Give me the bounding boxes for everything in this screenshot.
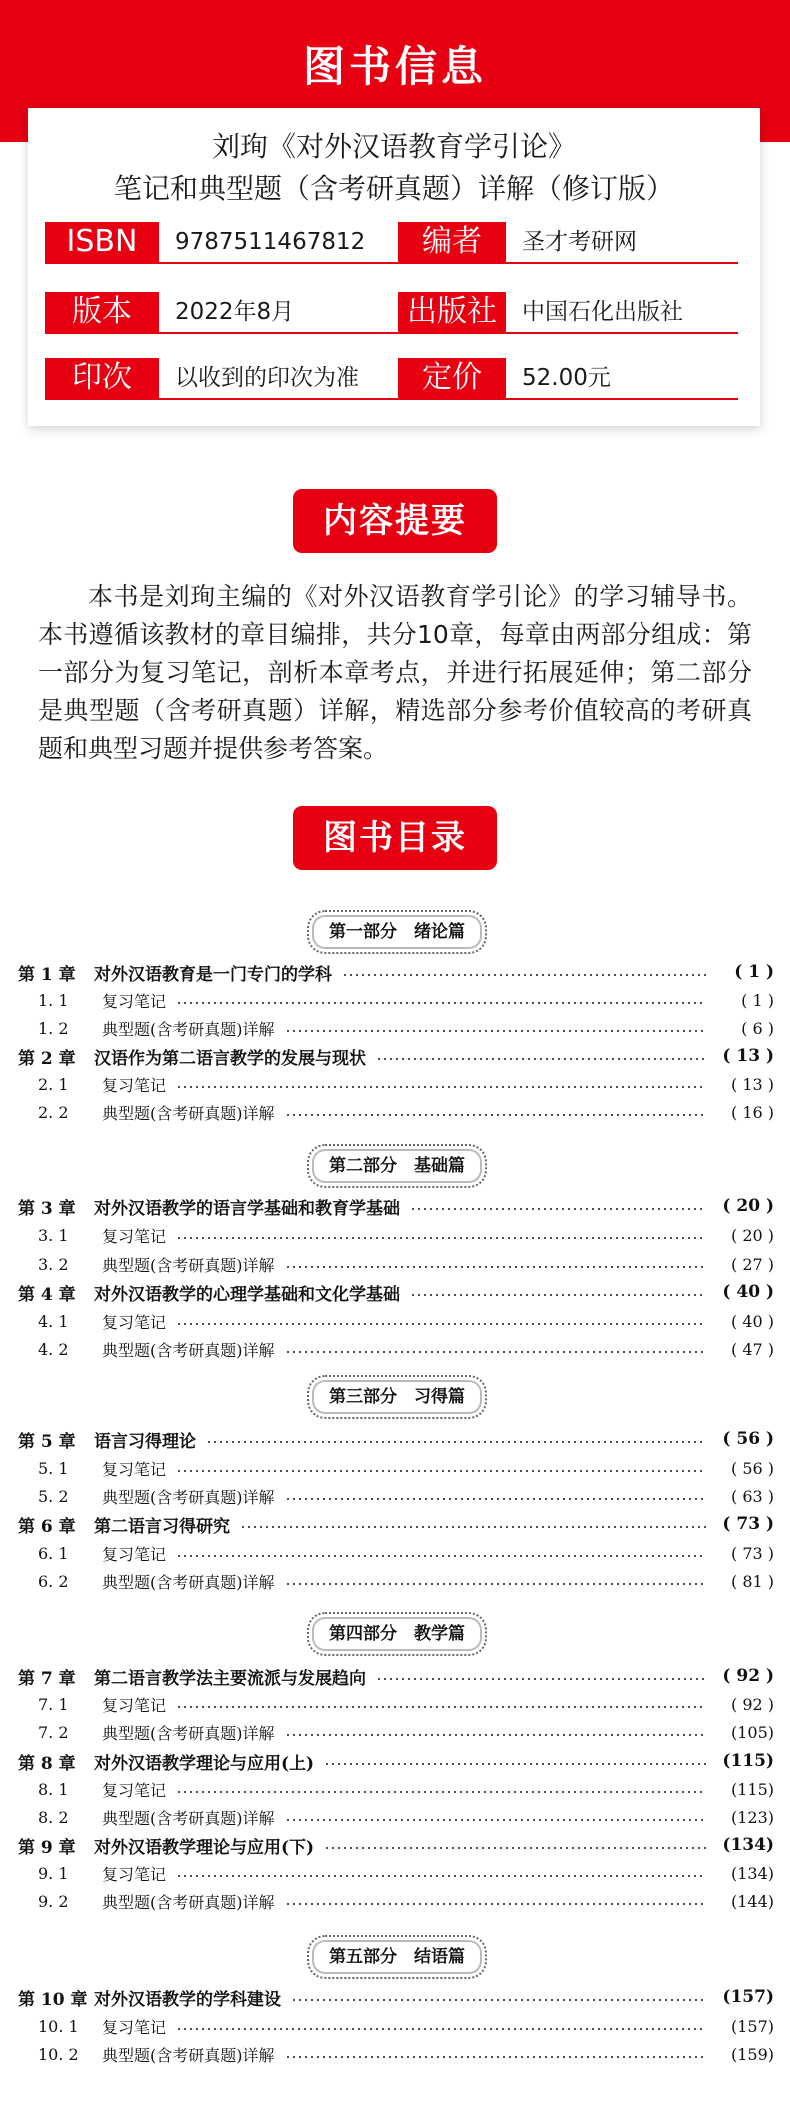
price-row [398, 358, 738, 400]
toc-entry-page: (134) [730, 1863, 774, 1883]
toc-heading: 图书目录 [293, 806, 497, 870]
toc-entry-number: 6. 1 [38, 1543, 69, 1563]
toc-section-entry [18, 1250, 774, 1278]
toc-entry-title: 对外汉语教学的心理学基础和文化学基础 [94, 1284, 400, 1305]
toc-section-entry [18, 1887, 774, 1915]
toc-section-entry [18, 1775, 774, 1803]
toc-entry-title: 汉语作为第二语言教学的发展与现状 [94, 1048, 366, 1069]
toc-chapter-entry [18, 1278, 774, 1306]
book-title-line2: 笔记和典型题（含考研真题）详解（修订版） [113, 172, 674, 205]
toc-leader-dots [176, 2028, 706, 2030]
isbn-value: 9787511467812 [175, 229, 366, 255]
toc-leader-dots [410, 1294, 706, 1296]
toc-section-entry [18, 1070, 774, 1098]
toc-entry-title: 典型题(含考研真题)详解 [102, 1019, 275, 1039]
toc-entry-title: 对外汉语教学的学科建设 [94, 1989, 281, 2010]
toc-leader-dots [176, 1470, 706, 1472]
toc-entry-page: ( 20 ) [722, 1196, 774, 1216]
printing-label: 印次 [45, 358, 159, 398]
toc-leader-dots [240, 1526, 706, 1528]
toc-entry-number: 5. 2 [38, 1486, 69, 1506]
toc-entry-number: 2. 2 [38, 1102, 69, 1122]
toc-entry-title: 复习笔记 [102, 1459, 167, 1479]
price-label: 定价 [398, 358, 506, 398]
toc-entry-title: 复习笔记 [102, 1312, 167, 1332]
toc-entry-title: 复习笔记 [102, 1695, 167, 1715]
toc-leader-dots [176, 1875, 706, 1877]
toc-entry-page: ( 40 ) [722, 1282, 774, 1302]
toc-entry-page: ( 1 ) [734, 962, 774, 982]
toc-entry-page: (123) [730, 1807, 774, 1827]
toc-entry-page: (115) [730, 1779, 774, 1799]
toc-section-entry [18, 1567, 774, 1595]
toc-entry-number: 第 9 章 [18, 1837, 76, 1858]
toc-leader-dots [285, 1114, 707, 1116]
printing-value: 以收到的印次为准 [175, 365, 359, 391]
toc-leader-dots [285, 2056, 707, 2058]
toc-entry-title: 对外汉语教育是一门专门的学科 [94, 964, 332, 985]
toc-part-heading: 第一部分 绪论篇 [307, 910, 487, 954]
toc-entry-number: 7. 1 [38, 1694, 69, 1714]
toc-entry-title: 典型题(含考研真题)详解 [102, 1487, 275, 1507]
toc-section-entry [18, 1307, 774, 1335]
toc-entry-number: 第 4 章 [18, 1284, 76, 1305]
toc-leader-dots [176, 1323, 706, 1325]
toc-entry-page: (157) [722, 1987, 774, 2007]
toc-chapter-entry [18, 1983, 774, 2011]
toc-entry-title: 对外汉语教学理论与应用(下) [94, 1837, 315, 1858]
toc-entry-number: 10. 2 [38, 2044, 79, 2064]
toc-leader-dots [176, 1555, 706, 1557]
book-title [28, 126, 760, 210]
toc-entry-page: ( 56 ) [722, 1429, 774, 1449]
price-value: 52.00元 [522, 365, 611, 391]
toc-section-entry [18, 1014, 774, 1042]
toc-entry-page: ( 13 ) [722, 1046, 774, 1066]
toc-entry-page: ( 13 ) [730, 1074, 774, 1094]
toc-entry-page: ( 16 ) [730, 1102, 774, 1122]
toc-chapter-entry [18, 1747, 774, 1775]
toc-entry-title: 复习笔记 [102, 991, 167, 1011]
toc-leader-dots [285, 1266, 707, 1268]
toc-leader-dots [176, 1706, 706, 1708]
toc-entry-page: (159) [730, 2044, 774, 2064]
book-info-card [28, 108, 760, 426]
toc-section-entry [18, 1859, 774, 1887]
publisher-label: 出版社 [398, 292, 506, 332]
toc-leader-dots [324, 1847, 706, 1849]
edition-label: 版本 [45, 292, 159, 332]
book-title-line1: 刘珣《对外汉语教育学引论》 [211, 130, 576, 163]
toc-entry-title: 典型题(含考研真题)详解 [102, 1103, 275, 1123]
toc-leader-dots [285, 1351, 707, 1353]
toc-entry-number: 3. 2 [38, 1254, 69, 1274]
toc-entry-page: (157) [730, 2016, 774, 2036]
editor-value: 圣才考研网 [522, 229, 637, 255]
toc-leader-dots [291, 1999, 706, 2001]
toc-chapter-entry [18, 1042, 774, 1070]
toc-leader-dots [285, 1734, 707, 1736]
toc-entry-page: (115) [722, 1751, 774, 1771]
toc-part-heading: 第三部分 习得篇 [307, 1375, 487, 1419]
editor-row [398, 222, 738, 264]
toc-leader-dots [376, 1678, 706, 1680]
publisher-row [398, 292, 738, 334]
toc-entry-number: 第 6 章 [18, 1516, 76, 1537]
toc-entry-title: 对外汉语教学的语言学基础和教育学基础 [94, 1198, 400, 1219]
toc-entry-number: 第 3 章 [18, 1198, 76, 1219]
editor-label: 编者 [398, 222, 506, 262]
toc-entry-title: 典型题(含考研真题)详解 [102, 1892, 275, 1912]
toc-entry-page: ( 40 ) [730, 1311, 774, 1331]
toc-entry-number: 8. 2 [38, 1807, 69, 1827]
toc-section-entry [18, 1098, 774, 1126]
toc-section-entry [18, 1221, 774, 1249]
toc-entry-title: 典型题(含考研真题)详解 [102, 1572, 275, 1592]
toc-entry-page: ( 27 ) [730, 1254, 774, 1274]
toc-section-entry [18, 1803, 774, 1831]
page-title: 图书信息 [302, 42, 487, 91]
toc-leader-dots [176, 1002, 706, 1004]
toc-entry-number: 1. 2 [38, 1018, 69, 1038]
toc-leader-dots [376, 1058, 706, 1060]
toc-section-entry [18, 1718, 774, 1746]
toc-leader-dots [285, 1030, 707, 1032]
toc-leader-dots [176, 1086, 706, 1088]
toc-entry-number: 第 7 章 [18, 1668, 76, 1689]
toc-section-entry [18, 1482, 774, 1510]
toc-entry-title: 复习笔记 [102, 1075, 167, 1095]
edition-value: 2022年8月 [175, 299, 295, 325]
toc-section-entry [18, 1335, 774, 1363]
toc-entry-page: ( 92 ) [730, 1694, 774, 1714]
toc-entry-page: ( 56 ) [730, 1458, 774, 1478]
toc-entry-number: 5. 1 [38, 1458, 69, 1478]
toc-entry-title: 典型题(含考研真题)详解 [102, 1340, 275, 1360]
toc-part-heading: 第二部分 基础篇 [307, 1144, 487, 1188]
toc-entry-number: 3. 1 [38, 1225, 69, 1245]
toc-entry-title: 典型题(含考研真题)详解 [102, 1255, 275, 1275]
toc-entry-title: 典型题(含考研真题)详解 [102, 1723, 275, 1743]
toc-section-entry [18, 986, 774, 1014]
toc-entry-title: 复习笔记 [102, 2017, 167, 2037]
toc-entry-number: 10. 1 [38, 2016, 79, 2036]
toc-entry-page: ( 73 ) [722, 1514, 774, 1534]
toc-section-entry [18, 2040, 774, 2068]
toc-leader-dots [285, 1498, 707, 1500]
toc-entry-page: (134) [722, 1835, 774, 1855]
toc-entry-number: 第 8 章 [18, 1753, 76, 1774]
toc-entry-title: 复习笔记 [102, 1226, 167, 1246]
toc-entry-title: 对外汉语教学理论与应用(上) [94, 1753, 315, 1774]
toc-section-entry [18, 1454, 774, 1482]
toc-entry-number: 9. 1 [38, 1863, 69, 1883]
toc-entry-number: 7. 2 [38, 1722, 69, 1742]
toc-entry-page: ( 47 ) [730, 1339, 774, 1359]
toc-leader-dots [176, 1237, 706, 1239]
toc-entry-number: 9. 2 [38, 1891, 69, 1911]
toc-leader-dots [342, 974, 706, 976]
toc-entry-title: 典型题(含考研真题)详解 [102, 2045, 275, 2065]
isbn-label: ISBN [45, 222, 159, 262]
toc-entry-number: 4. 2 [38, 1339, 69, 1359]
printing-row [45, 358, 413, 400]
toc-part-heading: 第五部分 结语篇 [307, 1935, 487, 1979]
toc-leader-dots [206, 1441, 706, 1443]
toc-entry-page: ( 73 ) [730, 1543, 774, 1563]
edition-row [45, 292, 413, 334]
toc-entry-page: ( 92 ) [722, 1666, 774, 1686]
toc-leader-dots [176, 1791, 706, 1793]
toc-chapter-entry [18, 1831, 774, 1859]
toc-entry-title: 第二语言教学法主要流派与发展趋向 [94, 1668, 366, 1689]
toc-entry-page: ( 81 ) [730, 1571, 774, 1591]
toc-section-entry [18, 1539, 774, 1567]
toc-entry-title: 语言习得理论 [94, 1431, 196, 1452]
toc-chapter-entry [18, 1192, 774, 1220]
toc-entry-page: (105) [730, 1722, 774, 1742]
toc-leader-dots [324, 1763, 706, 1765]
toc-entry-number: 第 5 章 [18, 1431, 76, 1452]
toc-entry-number: 1. 1 [38, 990, 69, 1010]
toc-entry-title: 第二语言习得研究 [94, 1516, 230, 1537]
isbn-row [45, 222, 413, 264]
toc-part-heading: 第四部分 教学篇 [307, 1612, 487, 1656]
toc-leader-dots [285, 1903, 707, 1905]
toc-entry-number: 8. 1 [38, 1779, 69, 1799]
toc-entry-title: 复习笔记 [102, 1864, 167, 1884]
summary-heading: 内容提要 [293, 489, 497, 553]
toc-chapter-entry [18, 958, 774, 986]
toc-entry-number: 第 2 章 [18, 1048, 76, 1069]
publisher-value: 中国石化出版社 [522, 299, 683, 325]
toc-entry-number: 第 10 章 [18, 1989, 88, 2010]
toc-section-entry [18, 1690, 774, 1718]
toc-entry-number: 2. 1 [38, 1074, 69, 1094]
toc-section-entry [18, 2012, 774, 2040]
toc-chapter-entry [18, 1662, 774, 1690]
toc-entry-page: ( 63 ) [730, 1486, 774, 1506]
toc-leader-dots [285, 1583, 707, 1585]
toc-entry-number: 第 1 章 [18, 964, 76, 985]
toc-leader-dots [285, 1819, 707, 1821]
summary-text: 本书是刘珣主编的《对外汉语教育学引论》的学习辅导书。本书遵循该教材的章目编排，共分10章，每章由两部分组成：第一部分为复习笔记，剖析本章考点，并进行拓展延伸；第二部分是典型题（含考研真题）详解，精选部分参考价值较高的考研真题和典型习题并提供参考答案。 [38, 582, 752, 763]
toc-entry-page: ( 20 ) [730, 1225, 774, 1245]
toc-entry-page: ( 1 ) [741, 990, 774, 1010]
toc-entry-page: (144) [730, 1891, 774, 1911]
toc-entry-title: 典型题(含考研真题)详解 [102, 1808, 275, 1828]
toc-entry-page: ( 6 ) [741, 1018, 774, 1038]
toc-leader-dots [410, 1208, 706, 1210]
toc-chapter-entry [18, 1425, 774, 1453]
toc-entry-number: 4. 1 [38, 1311, 69, 1331]
toc-chapter-entry [18, 1510, 774, 1538]
toc-entry-title: 复习笔记 [102, 1780, 167, 1800]
toc-entry-title: 复习笔记 [102, 1544, 167, 1564]
toc-entry-number: 6. 2 [38, 1571, 69, 1591]
